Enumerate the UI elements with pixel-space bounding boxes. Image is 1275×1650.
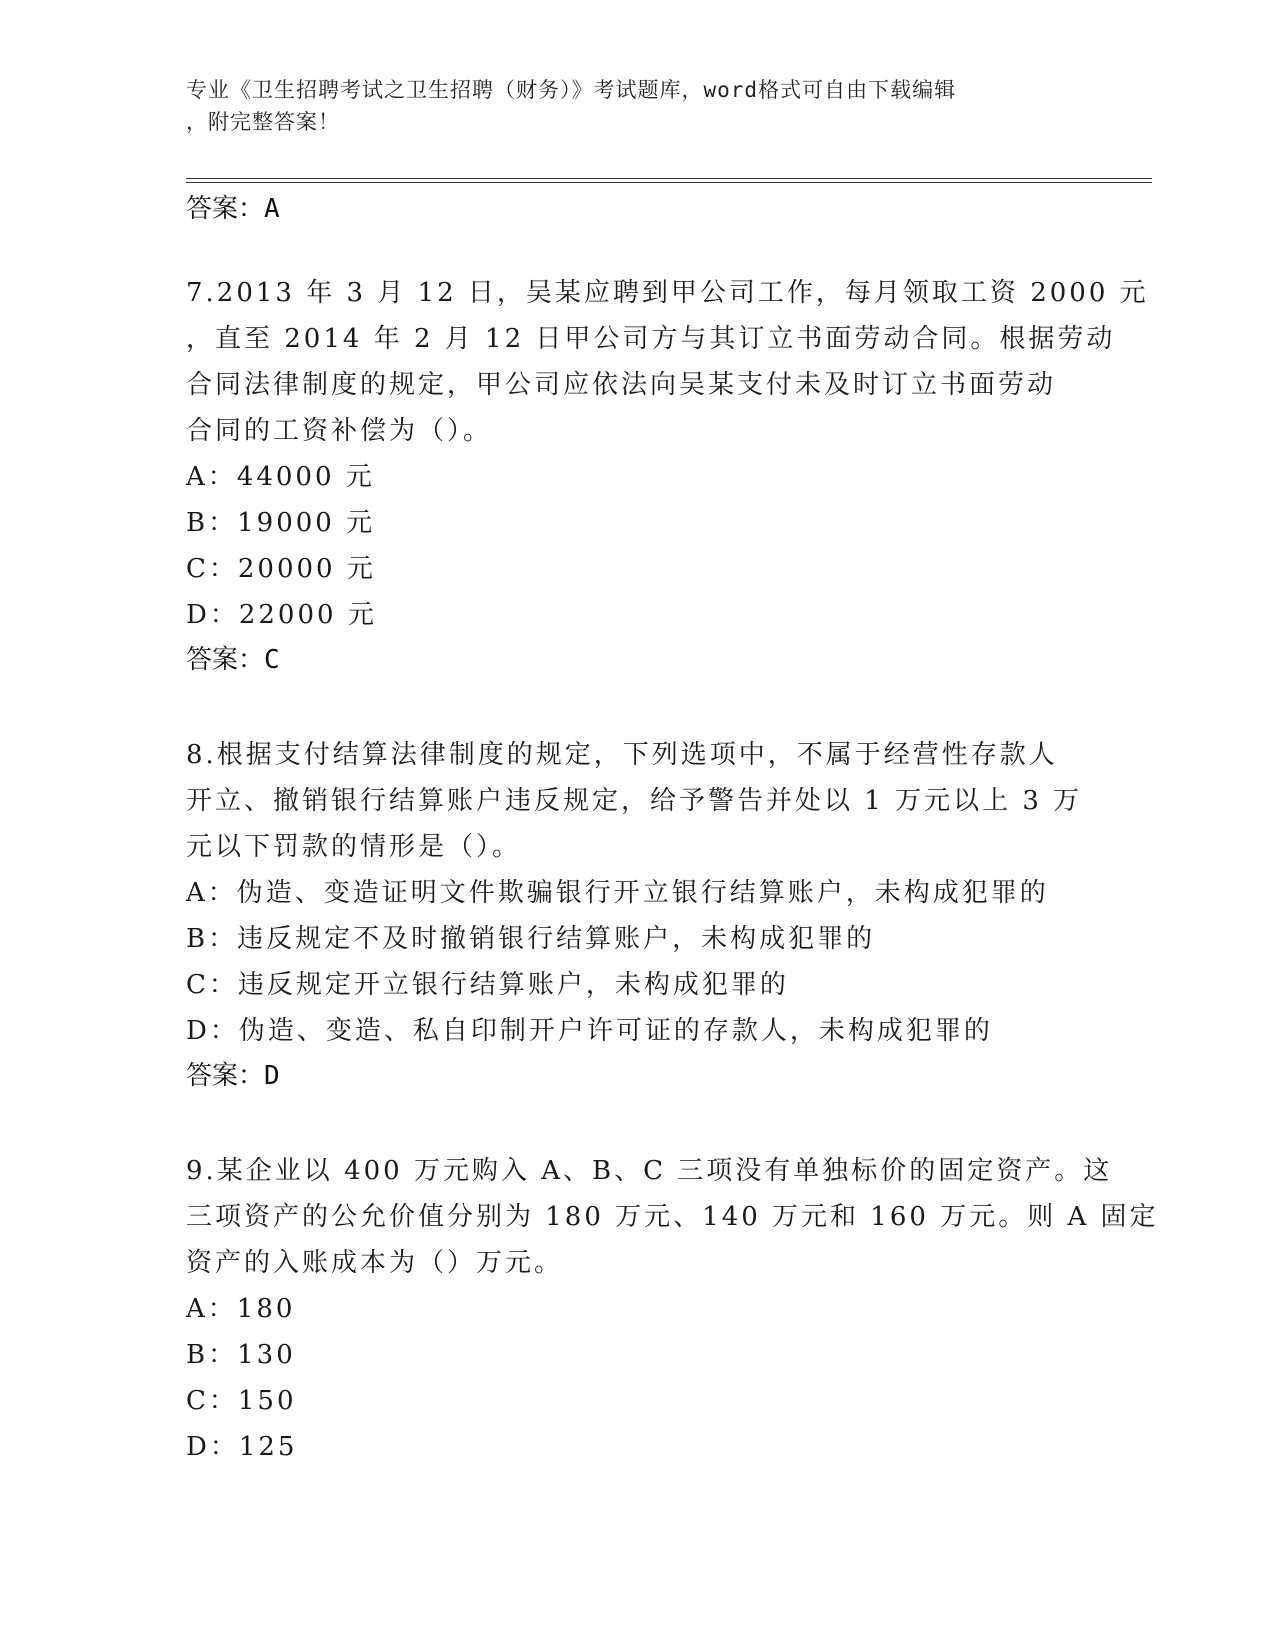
stem-line: 合同的工资补偿为（）。: [186, 416, 493, 446]
option-c: C：150: [186, 1386, 297, 1416]
question-stem: [186, 732, 1086, 870]
stem-line: ，直至 2014 年 2 月 12 日甲公司方与其订立书面劳动合同。根据劳动: [186, 324, 1116, 354]
option-a: A：44000 元: [186, 462, 375, 492]
stem-line: 开立、撤销银行结算账户违反规定，给予警告并处以 1 万元以上 3 万: [186, 786, 1083, 816]
stem-line: 元以下罚款的情形是（）。: [186, 832, 522, 862]
question-stem: [186, 1148, 1159, 1286]
header-rule-top: [186, 178, 1152, 179]
option-d: D：22000 元: [186, 600, 377, 630]
answer: 答案：D: [186, 1061, 280, 1091]
header-line-1: 专业《卫生招聘考试之卫生招聘（财务）》考试题库，word格式可自由下载编辑: [186, 78, 957, 102]
document-header: [186, 74, 1066, 138]
option-a: A：180: [186, 1294, 296, 1324]
question-7: [186, 270, 1149, 682]
option-a: A：伪造、变造证明文件欺骗银行开立银行结算账户，未构成犯罪的: [186, 878, 1049, 908]
question-8: [186, 732, 1086, 1098]
option-c: C：违反规定开立银行结算账户，未构成犯罪的: [186, 970, 789, 1000]
header-line-2: ，附完整答案！: [186, 110, 340, 134]
question-9: [186, 1148, 1159, 1470]
stem-line: 7.2013 年 3 月 12 日，吴某应聘到甲公司工作，每月领取工资 2000 元: [186, 278, 1149, 308]
option-d: D：伪造、变造、私自印制开户许可证的存款人，未构成犯罪的: [186, 1016, 993, 1046]
header-rule-bottom: [186, 182, 1152, 183]
stem-line: 8.根据支付结算法律制度的规定，下列选项中，不属于经营性存款人: [186, 740, 1058, 770]
option-b: B：违反规定不及时撤销银行结算账户，未构成犯罪的: [186, 924, 876, 954]
stem-line: 三项资产的公允价值分别为 180 万元、140 万元和 160 万元。则 A 固定: [186, 1202, 1159, 1232]
question-stem: [186, 270, 1149, 454]
stem-line: 9.某企业以 400 万元购入 A、B、C 三项没有单独标价的固定资产。这: [186, 1156, 1113, 1186]
option-c: C：20000 元: [186, 554, 376, 584]
answer: 答案：C: [186, 645, 280, 675]
previous-answer: 答案：A: [186, 194, 280, 224]
option-d: D：125: [186, 1432, 298, 1462]
stem-line: 合同法律制度的规定，甲公司应依法向吴某支付未及时订立书面劳动: [186, 370, 1057, 400]
option-b: B：19000 元: [186, 508, 376, 538]
stem-line: 资产的入账成本为（）万元。: [186, 1248, 564, 1278]
option-b: B：130: [186, 1340, 296, 1370]
